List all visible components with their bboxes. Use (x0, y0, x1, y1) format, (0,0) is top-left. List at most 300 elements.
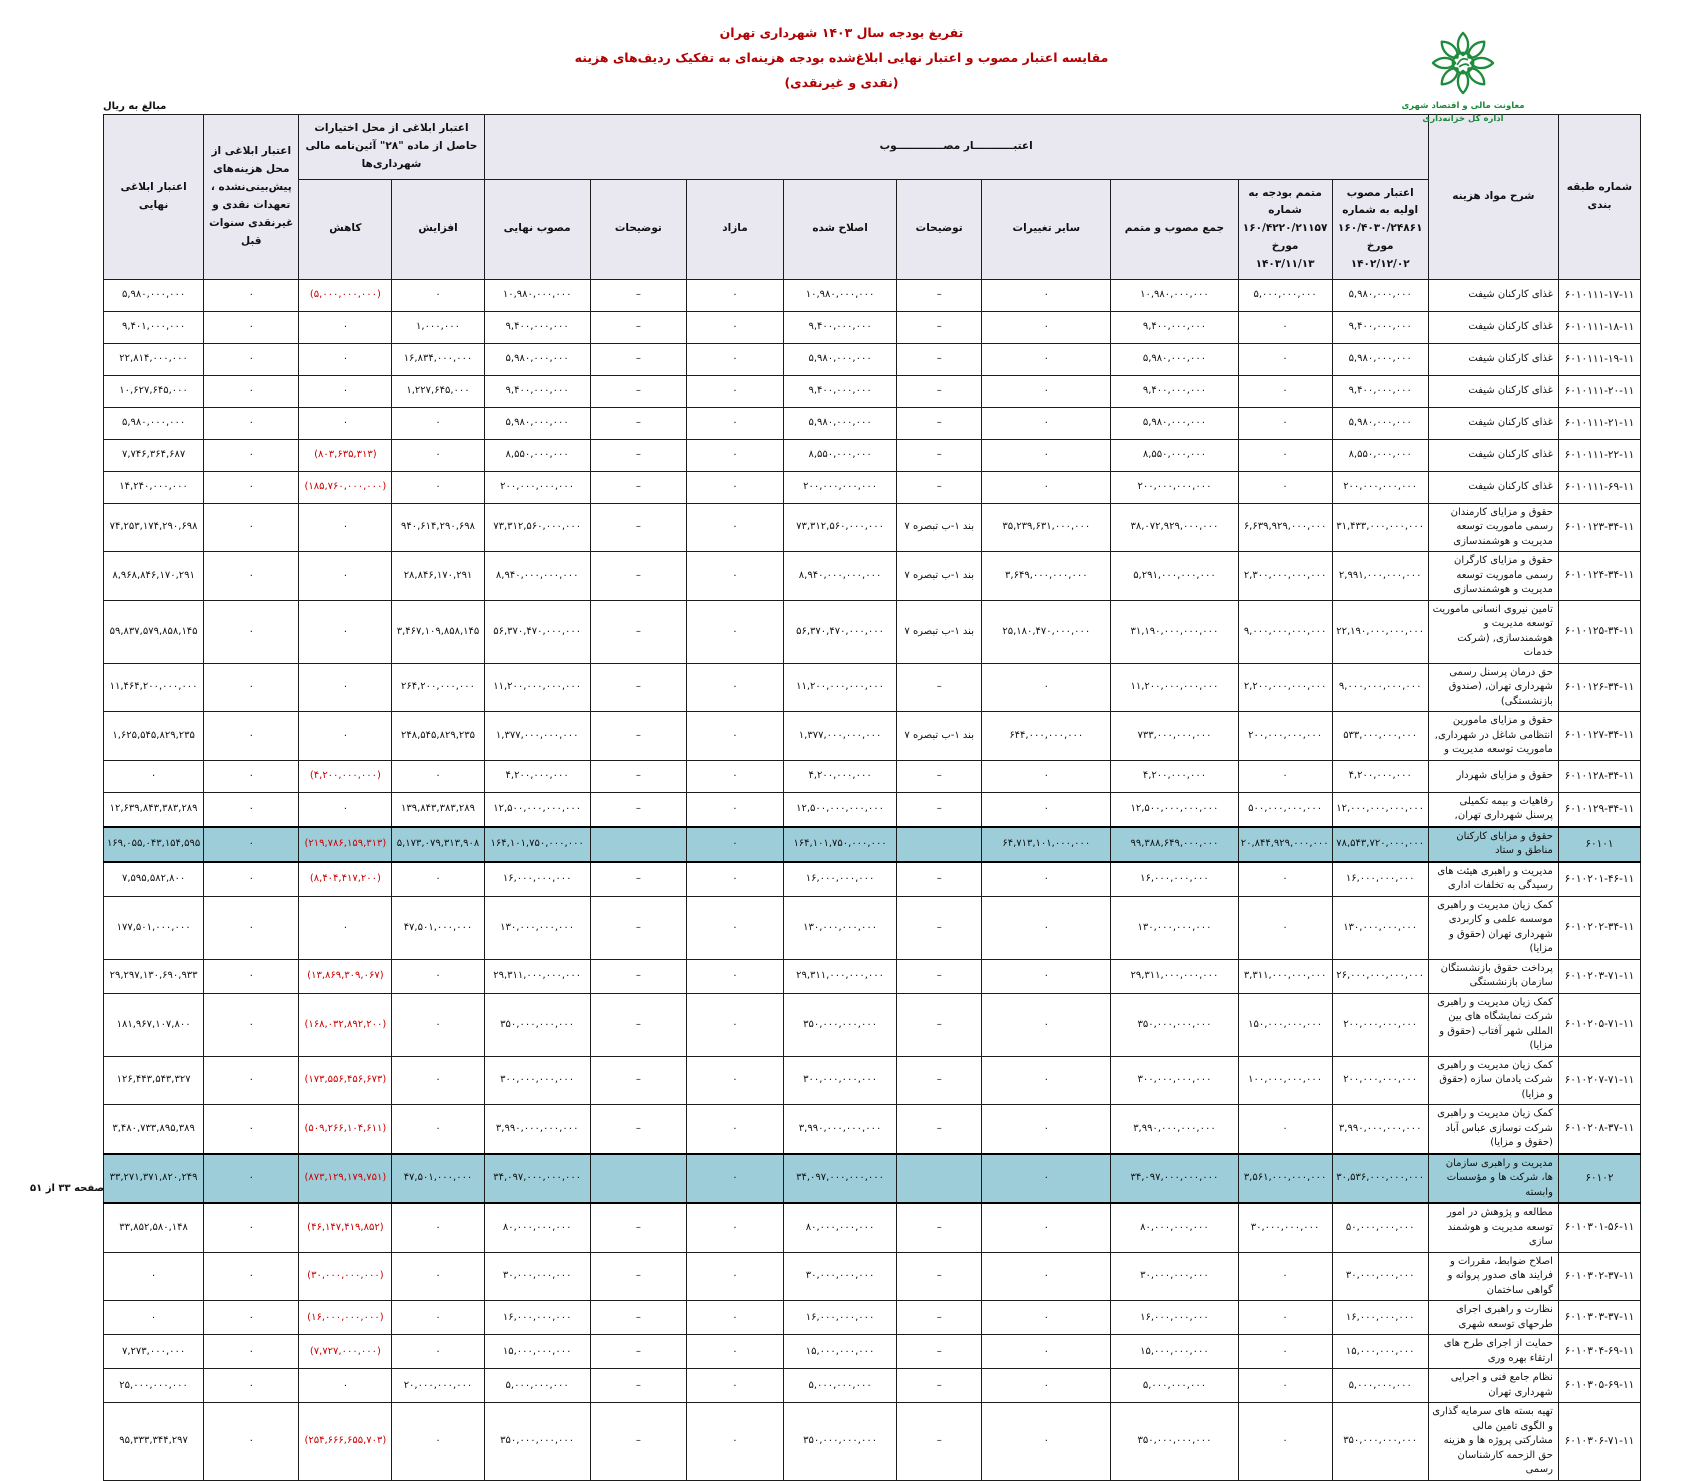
notes-cell: – (897, 993, 982, 1056)
surplus-cell: ۰ (686, 343, 783, 375)
initial-credit-cell: ۴,۲۰۰,۰۰۰,۰۰۰ (1332, 760, 1428, 792)
initial-credit-cell: ۵,۹۸۰,۰۰۰,۰۰۰ (1332, 343, 1428, 375)
row-expense-description: مدیریت و راهبری هیئت های رسیدگی به تخلفات اداری (1428, 862, 1558, 897)
surplus-cell: ۰ (686, 1369, 783, 1403)
row-expense-description: حمایت از اجرای طرح های ارتقاء بهره وری (1428, 1335, 1558, 1369)
final-communicated-cell: ۰ (104, 1252, 204, 1301)
decrease-cell: (۷,۷۲۷,۰۰۰,۰۰۰) (299, 1335, 392, 1369)
amended-cell: ۴,۲۰۰,۰۰۰,۰۰۰ (784, 760, 897, 792)
row-expense-description: پرداخت حقوق بازنشستگان سازمان بازنشستگی (1428, 959, 1558, 993)
total-approved-cell: ۱۳۰,۰۰۰,۰۰۰,۰۰۰ (1111, 896, 1238, 959)
increase-cell: ۰ (392, 471, 484, 503)
final-approved-cell: ۱۲,۵۰۰,۰۰۰,۰۰۰,۰۰۰ (484, 792, 590, 827)
notes-cell: – (897, 1335, 982, 1369)
notes-cell: – (590, 311, 686, 343)
final-communicated-cell: ۱۷۷,۵۰۱,۰۰۰,۰۰۰ (104, 896, 204, 959)
unforeseen-credit-cell: ۰ (204, 1403, 299, 1481)
final-approved-cell: ۵,۹۸۰,۰۰۰,۰۰۰ (484, 343, 590, 375)
row-expense-description: حقوق و مزایای مامورین انتظامی شاغل در شهرداری, ماموریت توسعه مدیریت و (1428, 712, 1558, 761)
initial-credit-cell: ۵,۹۸۰,۰۰۰,۰۰۰ (1332, 279, 1428, 311)
notes-cell: – (590, 1056, 686, 1105)
increase-cell: ۲۶۴,۲۰۰,۰۰۰,۰۰۰ (392, 663, 484, 712)
decrease-cell: (۴,۲۰۰,۰۰۰,۰۰۰) (299, 760, 392, 792)
decrease-cell: ۰ (299, 343, 392, 375)
total-approved-cell: ۲۹,۳۱۱,۰۰۰,۰۰۰,۰۰۰ (1111, 959, 1238, 993)
table-row (104, 712, 1641, 761)
total-approved-cell: ۹۹,۳۸۸,۶۴۹,۰۰۰,۰۰۰ (1111, 827, 1238, 862)
row-classification-code: ۶۰۱۰۲۰۸-۳۷-۱۱ (1558, 1105, 1640, 1154)
notes-cell: – (590, 712, 686, 761)
col-initial-approved-credit: اعتبار مصوب اولیه به شماره ۱۶۰/۴۰۳۰/۲۴۸۶۱ مورخ ۱۴۰۲/۱۲/۰۲ (1332, 179, 1428, 279)
initial-credit-cell: ۲۰۰,۰۰۰,۰۰۰,۰۰۰ (1332, 471, 1428, 503)
table-row (104, 663, 1641, 712)
final-approved-cell: ۱۱,۲۰۰,۰۰۰,۰۰۰,۰۰۰ (484, 663, 590, 712)
final-approved-cell: ۱۶,۰۰۰,۰۰۰,۰۰۰ (484, 862, 590, 897)
amended-cell: ۹,۴۰۰,۰۰۰,۰۰۰ (784, 375, 897, 407)
notes-cell: – (897, 959, 982, 993)
row-classification-code: ۶۰۱۰۱۱۱-۱۷-۱۱ (1558, 279, 1640, 311)
other-changes-cell: ۳,۶۴۹,۰۰۰,۰۰۰,۰۰۰ (982, 552, 1111, 601)
surplus-cell: ۰ (686, 1301, 783, 1335)
final-communicated-cell: ۰ (104, 1301, 204, 1335)
table-row (104, 552, 1641, 601)
final-approved-cell: ۷۳,۳۱۲,۵۶۰,۰۰۰,۰۰۰ (484, 503, 590, 552)
notes-cell: – (590, 1252, 686, 1301)
supplement-cell: ۶,۶۳۹,۹۲۹,۰۰۰,۰۰۰ (1238, 503, 1332, 552)
budget-comparison-table (103, 114, 1641, 1481)
notes-cell: – (590, 1335, 686, 1369)
decrease-cell: ۰ (299, 552, 392, 601)
row-classification-code: ۶۰۱۰۲۰۵-۷۱-۱۱ (1558, 993, 1640, 1056)
final-communicated-cell: ۹۵,۳۳۳,۳۴۴,۲۹۷ (104, 1403, 204, 1481)
amended-cell: ۱۲,۵۰۰,۰۰۰,۰۰۰,۰۰۰ (784, 792, 897, 827)
increase-cell: ۰ (392, 1403, 484, 1481)
amended-cell: ۱۶۴,۱۰۱,۷۵۰,۰۰۰,۰۰۰ (784, 827, 897, 862)
row-expense-description: کمک زیان مدیریت و راهبری موسسه علمی و کاربردی شهرداری تهران (حقوق و مزایا) (1428, 896, 1558, 959)
table-row (104, 471, 1641, 503)
logo-org-line2: اداره کل خزانه‌داری (1422, 113, 1504, 124)
unforeseen-credit-cell: ۰ (204, 1203, 299, 1252)
notes-cell: بند ۱-ب تبصره ۷ (897, 600, 982, 663)
notes-cell: – (590, 343, 686, 375)
surplus-cell: ۰ (686, 1203, 783, 1252)
amended-cell: ۸۰,۰۰۰,۰۰۰,۰۰۰ (784, 1203, 897, 1252)
initial-credit-cell: ۲,۹۹۱,۰۰۰,۰۰۰,۰۰۰ (1332, 552, 1428, 601)
initial-credit-cell: ۵۳۳,۰۰۰,۰۰۰,۰۰۰ (1332, 712, 1428, 761)
final-approved-cell: ۲۹,۳۱۱,۰۰۰,۰۰۰,۰۰۰ (484, 959, 590, 993)
decrease-cell: (۱۶۸,۰۳۲,۸۹۲,۲۰۰) (299, 993, 392, 1056)
row-classification-code: ۶۰۱۰۱۲۹-۳۴-۱۱ (1558, 792, 1640, 827)
table-row (104, 1335, 1641, 1369)
supplement-cell: ۰ (1238, 1252, 1332, 1301)
final-approved-cell: ۳۴,۰۹۷,۰۰۰,۰۰۰,۰۰۰ (484, 1154, 590, 1204)
increase-cell: ۴۷,۵۰۱,۰۰۰,۰۰۰ (392, 1154, 484, 1204)
amended-cell: ۳۵۰,۰۰۰,۰۰۰,۰۰۰ (784, 993, 897, 1056)
summary-row (104, 827, 1641, 862)
row-classification-code: ۶۰۱۰۱۲۶-۳۴-۱۱ (1558, 663, 1640, 712)
surplus-cell: ۰ (686, 862, 783, 897)
notes-cell: – (897, 439, 982, 471)
amended-cell: ۳۰,۰۰۰,۰۰۰,۰۰۰ (784, 1252, 897, 1301)
col-amended: اصلاح شده (784, 179, 897, 279)
unforeseen-credit-cell: ۰ (204, 1252, 299, 1301)
amended-cell: ۱۳۰,۰۰۰,۰۰۰,۰۰۰ (784, 896, 897, 959)
notes-cell: – (897, 343, 982, 375)
final-communicated-cell: ۵۹,۸۳۷,۵۷۹,۸۵۸,۱۴۵ (104, 600, 204, 663)
table-row (104, 407, 1641, 439)
decrease-cell: (۱۷۳,۵۵۶,۴۵۶,۶۷۳) (299, 1056, 392, 1105)
row-classification-code: ۶۰۱۰۲۰۳-۷۱-۱۱ (1558, 959, 1640, 993)
col-budget-supplement: متمم بودجه به شماره ۱۶۰/۴۲۲۰/۲۱۱۵۷ مورخ ۱۴۰۳/۱۱/۱۳ (1238, 179, 1332, 279)
increase-cell: ۰ (392, 279, 484, 311)
unforeseen-credit-cell: ۰ (204, 1301, 299, 1335)
increase-cell: ۰ (392, 1301, 484, 1335)
final-approved-cell: ۳۵۰,۰۰۰,۰۰۰,۰۰۰ (484, 1403, 590, 1481)
row-classification-code: ۶۰۱۰۲۰۷-۷۱-۱۱ (1558, 1056, 1640, 1105)
row-expense-description: مطالعه و پژوهش در امور توسعه مدیریت و هوشمند سازی (1428, 1203, 1558, 1252)
notes-cell: – (590, 471, 686, 503)
notes-cell: – (897, 1369, 982, 1403)
table-body (104, 279, 1641, 1480)
total-approved-cell: ۵,۹۸۰,۰۰۰,۰۰۰ (1111, 407, 1238, 439)
final-communicated-cell: ۱۴,۲۴۰,۰۰۰,۰۰۰ (104, 471, 204, 503)
supplement-cell: ۲,۳۰۰,۰۰۰,۰۰۰,۰۰۰ (1238, 552, 1332, 601)
total-approved-cell: ۸,۵۵۰,۰۰۰,۰۰۰ (1111, 439, 1238, 471)
surplus-cell: ۰ (686, 1154, 783, 1204)
amended-cell: ۵۶,۳۷۰,۴۷۰,۰۰۰,۰۰۰ (784, 600, 897, 663)
unforeseen-credit-cell: ۰ (204, 471, 299, 503)
initial-credit-cell: ۵,۹۸۰,۰۰۰,۰۰۰ (1332, 407, 1428, 439)
table-row (104, 279, 1641, 311)
final-approved-cell: ۳۰۰,۰۰۰,۰۰۰,۰۰۰ (484, 1056, 590, 1105)
initial-credit-cell: ۱۶,۰۰۰,۰۰۰,۰۰۰ (1332, 1301, 1428, 1335)
col-expense-description: شرح مواد هزینه (1428, 115, 1558, 280)
increase-cell: ۰ (392, 959, 484, 993)
final-approved-cell: ۳,۹۹۰,۰۰۰,۰۰۰,۰۰۰ (484, 1105, 590, 1154)
increase-cell: ۲۸,۸۴۶,۱۷۰,۲۹۱ (392, 552, 484, 601)
notes-cell: – (897, 792, 982, 827)
table-row (104, 375, 1641, 407)
amended-cell: ۱۶,۰۰۰,۰۰۰,۰۰۰ (784, 1301, 897, 1335)
increase-cell: ۲۴۸,۵۴۵,۸۲۹,۲۳۵ (392, 712, 484, 761)
row-classification-code: ۶۰۱۰۳۰۵-۶۹-۱۱ (1558, 1369, 1640, 1403)
unforeseen-credit-cell: ۰ (204, 663, 299, 712)
final-communicated-cell: ۱۶۹,۰۵۵,۰۴۳,۱۵۴,۵۹۵ (104, 827, 204, 862)
initial-credit-cell: ۳۱,۴۳۳,۰۰۰,۰۰۰,۰۰۰ (1332, 503, 1428, 552)
row-classification-code: ۶۰۱۰۳۰۴-۶۹-۱۱ (1558, 1335, 1640, 1369)
supplement-cell: ۵۰۰,۰۰۰,۰۰۰,۰۰۰ (1238, 792, 1332, 827)
amended-cell: ۸,۵۵۰,۰۰۰,۰۰۰ (784, 439, 897, 471)
amended-cell: ۳۵۰,۰۰۰,۰۰۰,۰۰۰ (784, 1403, 897, 1481)
row-expense-description: اصلاح ضوابط، مقررات و فرایند های صدور پروانه و گواهی ساختمان (1428, 1252, 1558, 1301)
row-classification-code: ۶۰۱۰۲۰۲-۳۴-۱۱ (1558, 896, 1640, 959)
amended-cell: ۱,۳۷۷,۰۰۰,۰۰۰,۰۰۰ (784, 712, 897, 761)
row-expense-description: کمک زیان مدیریت و راهبری شرکت یادمان سازه (حقوق و مزایا) (1428, 1056, 1558, 1105)
total-approved-cell: ۳۸,۰۷۲,۹۲۹,۰۰۰,۰۰۰ (1111, 503, 1238, 552)
initial-credit-cell: ۳,۹۹۰,۰۰۰,۰۰۰,۰۰۰ (1332, 1105, 1428, 1154)
increase-cell: ۴۷,۵۰۱,۰۰۰,۰۰۰ (392, 896, 484, 959)
row-classification-code: ۶۰۱۰۱۲۸-۳۴-۱۱ (1558, 760, 1640, 792)
final-communicated-cell: ۰ (104, 760, 204, 792)
other-changes-cell: ۰ (982, 1056, 1111, 1105)
amended-cell: ۱۰,۹۸۰,۰۰۰,۰۰۰ (784, 279, 897, 311)
surplus-cell: ۰ (686, 712, 783, 761)
logo-org-line1: معاونت مالی و اقتصاد شهری (1401, 101, 1525, 111)
surplus-cell: ۰ (686, 827, 783, 862)
surplus-cell: ۰ (686, 600, 783, 663)
other-changes-cell: ۰ (982, 862, 1111, 897)
unforeseen-credit-cell: ۰ (204, 311, 299, 343)
total-approved-cell: ۹,۴۰۰,۰۰۰,۰۰۰ (1111, 311, 1238, 343)
other-changes-cell: ۰ (982, 993, 1111, 1056)
increase-cell: ۰ (392, 439, 484, 471)
final-approved-cell: ۵,۹۸۰,۰۰۰,۰۰۰ (484, 407, 590, 439)
table-row (104, 993, 1641, 1056)
increase-cell: ۳,۴۶۷,۱۰۹,۸۵۸,۱۴۵ (392, 600, 484, 663)
supplement-cell: ۲۰,۸۴۴,۹۲۹,۰۰۰,۰۰۰ (1238, 827, 1332, 862)
notes-cell: – (590, 1403, 686, 1481)
total-approved-cell: ۳۰۰,۰۰۰,۰۰۰,۰۰۰ (1111, 1056, 1238, 1105)
total-approved-cell: ۵,۲۹۱,۰۰۰,۰۰۰,۰۰۰ (1111, 552, 1238, 601)
surplus-cell: ۰ (686, 993, 783, 1056)
table-header-sub-row (104, 179, 1641, 279)
amended-cell: ۳,۹۹۰,۰۰۰,۰۰۰,۰۰۰ (784, 1105, 897, 1154)
decrease-cell: ۰ (299, 503, 392, 552)
notes-cell: – (897, 311, 982, 343)
unforeseen-credit-cell: ۰ (204, 792, 299, 827)
decrease-cell: (۱۳,۸۶۹,۳۰۹,۰۶۷) (299, 959, 392, 993)
total-approved-cell: ۳۱,۱۹۰,۰۰۰,۰۰۰,۰۰۰ (1111, 600, 1238, 663)
supplement-cell: ۰ (1238, 407, 1332, 439)
other-changes-cell: ۰ (982, 1403, 1111, 1481)
final-communicated-cell: ۷,۷۴۶,۳۶۴,۶۸۷ (104, 439, 204, 471)
amended-cell: ۹,۴۰۰,۰۰۰,۰۰۰ (784, 311, 897, 343)
budget-report-page (0, 20, 1683, 1476)
initial-credit-cell: ۲۲,۱۹۰,۰۰۰,۰۰۰,۰۰۰ (1332, 600, 1428, 663)
notes-cell: – (897, 663, 982, 712)
total-approved-cell: ۱۱,۲۰۰,۰۰۰,۰۰۰,۰۰۰ (1111, 663, 1238, 712)
surplus-cell: ۰ (686, 375, 783, 407)
final-communicated-cell: ۸,۹۶۸,۸۴۶,۱۷۰,۲۹۱ (104, 552, 204, 601)
report-title-line2: مقایسه اعتبار مصوب و اعتبار نهایی ابلاغ‌شده بودجه هزینه‌ای به تفکیک ردیف‌های هزینه (574, 50, 1109, 65)
initial-credit-cell: ۳۰,۰۰۰,۰۰۰,۰۰۰ (1332, 1252, 1428, 1301)
supplement-cell: ۰ (1238, 1335, 1332, 1369)
supplement-cell: ۲,۲۰۰,۰۰۰,۰۰۰,۰۰۰ (1238, 663, 1332, 712)
final-communicated-cell: ۲۵,۰۰۰,۰۰۰,۰۰۰ (104, 1369, 204, 1403)
row-expense-description: غذای کارکنان شیفت (1428, 407, 1558, 439)
final-communicated-cell: ۷۴,۲۵۳,۱۷۴,۲۹۰,۶۹۸ (104, 503, 204, 552)
decrease-cell: ۰ (299, 712, 392, 761)
row-classification-code: ۶۰۱۰۱۱۱-۲۲-۱۱ (1558, 439, 1640, 471)
increase-cell: ۰ (392, 1203, 484, 1252)
initial-credit-cell: ۷۸,۵۴۳,۷۲۰,۰۰۰,۰۰۰ (1332, 827, 1428, 862)
notes-cell: – (897, 407, 982, 439)
row-expense-description: کمک زیان مدیریت و راهبری شرکت نوسازی عباس آباد (حقوق و مزایا) (1428, 1105, 1558, 1154)
increase-cell: ۰ (392, 1105, 484, 1154)
surplus-cell: ۰ (686, 959, 783, 993)
notes-cell (590, 827, 686, 862)
table-row (104, 760, 1641, 792)
total-approved-cell: ۱۰,۹۸۰,۰۰۰,۰۰۰ (1111, 279, 1238, 311)
decrease-cell: (۸,۴۰۴,۴۱۷,۲۰۰) (299, 862, 392, 897)
row-expense-description: تهیه بسته های سرمایه گذاری و الگوی تامین مالی مشارکتی پروژه ها و هزینه حق الزحمه کارشناسان رسمی (1428, 1403, 1558, 1481)
row-expense-description: مدیریت و راهبری سازمان ها، شرکت ها و مؤسسات وابسته (1428, 1154, 1558, 1204)
col-surplus: مازاد (686, 179, 783, 279)
total-approved-cell: ۲۰۰,۰۰۰,۰۰۰,۰۰۰ (1111, 471, 1238, 503)
decrease-cell: (۵,۰۰۰,۰۰۰,۰۰۰) (299, 279, 392, 311)
notes-cell: – (590, 439, 686, 471)
notes-cell: – (897, 375, 982, 407)
row-expense-description: غذای کارکنان شیفت (1428, 311, 1558, 343)
supplement-cell: ۰ (1238, 471, 1332, 503)
final-approved-cell: ۵,۰۰۰,۰۰۰,۰۰۰ (484, 1369, 590, 1403)
initial-credit-cell: ۵۰,۰۰۰,۰۰۰,۰۰۰ (1332, 1203, 1428, 1252)
table-row (104, 1252, 1641, 1301)
unforeseen-credit-cell: ۰ (204, 1105, 299, 1154)
unforeseen-credit-cell: ۰ (204, 1335, 299, 1369)
unforeseen-credit-cell: ۰ (204, 862, 299, 897)
supplement-cell: ۰ (1238, 311, 1332, 343)
row-classification-code: ۶۰۱۰۱۱۱-۶۹-۱۱ (1558, 471, 1640, 503)
surplus-cell: ۰ (686, 792, 783, 827)
notes-cell: بند ۱-ب تبصره ۷ (897, 712, 982, 761)
increase-cell: ۰ (392, 407, 484, 439)
notes-cell: – (590, 862, 686, 897)
total-approved-cell: ۵,۹۸۰,۰۰۰,۰۰۰ (1111, 343, 1238, 375)
other-changes-cell: ۰ (982, 1203, 1111, 1252)
amended-cell: ۵,۰۰۰,۰۰۰,۰۰۰ (784, 1369, 897, 1403)
table-row (104, 600, 1641, 663)
decrease-cell: (۸۷۳,۱۲۹,۱۷۹,۷۵۱) (299, 1154, 392, 1204)
amended-cell: ۲۰۰,۰۰۰,۰۰۰,۰۰۰ (784, 471, 897, 503)
other-changes-cell: ۰ (982, 959, 1111, 993)
total-approved-cell: ۸۰,۰۰۰,۰۰۰,۰۰۰ (1111, 1203, 1238, 1252)
notes-cell: – (590, 552, 686, 601)
final-approved-cell: ۱۶,۰۰۰,۰۰۰,۰۰۰ (484, 1301, 590, 1335)
notes-cell (897, 827, 982, 862)
table-row (104, 896, 1641, 959)
row-expense-description: نظارت و راهبری اجرای طرحهای توسعه شهری (1428, 1301, 1558, 1335)
initial-credit-cell: ۱۲,۰۰۰,۰۰۰,۰۰۰,۰۰۰ (1332, 792, 1428, 827)
other-changes-cell: ۰ (982, 663, 1111, 712)
unforeseen-credit-cell: ۰ (204, 896, 299, 959)
notes-cell: – (590, 896, 686, 959)
table-row (104, 1203, 1641, 1252)
notes-cell: – (590, 279, 686, 311)
increase-cell: ۵,۱۷۳,۰۷۹,۳۱۳,۹۰۸ (392, 827, 484, 862)
final-approved-cell: ۹,۴۰۰,۰۰۰,۰۰۰ (484, 311, 590, 343)
decrease-cell: ۰ (299, 311, 392, 343)
total-approved-cell: ۵,۰۰۰,۰۰۰,۰۰۰ (1111, 1369, 1238, 1403)
unforeseen-credit-cell: ۰ (204, 993, 299, 1056)
decrease-cell: (۸۰۳,۶۳۵,۳۱۳) (299, 439, 392, 471)
decrease-cell: (۲۵۴,۶۶۶,۶۵۵,۷۰۳) (299, 1403, 392, 1481)
row-classification-code: ۶۰۱۰۱۱۱-۱۸-۱۱ (1558, 311, 1640, 343)
surplus-cell: ۰ (686, 552, 783, 601)
decrease-cell: ۰ (299, 1369, 392, 1403)
notes-cell: – (590, 407, 686, 439)
notes-cell: – (590, 1369, 686, 1403)
notes-cell: – (897, 471, 982, 503)
initial-credit-cell: ۲۰۰,۰۰۰,۰۰۰,۰۰۰ (1332, 993, 1428, 1056)
notes-cell: – (897, 760, 982, 792)
final-approved-cell: ۸,۹۴۰,۰۰۰,۰۰۰,۰۰۰ (484, 552, 590, 601)
tehran-municipality-emblem-icon (1430, 81, 1496, 100)
other-changes-cell: ۰ (982, 407, 1111, 439)
unforeseen-credit-cell: ۰ (204, 1154, 299, 1204)
row-expense-description: تامین نیروی انسانی ماموریت توسعه مدیریت و هوشمندسازی, (شرکت خدمات (1428, 600, 1558, 663)
row-expense-description: غذای کارکنان شیفت (1428, 343, 1558, 375)
supplement-cell: ۳,۳۱۱,۰۰۰,۰۰۰,۰۰۰ (1238, 959, 1332, 993)
notes-cell: – (590, 792, 686, 827)
surplus-cell: ۰ (686, 1056, 783, 1105)
decrease-cell: (۱۶,۰۰۰,۰۰۰,۰۰۰) (299, 1301, 392, 1335)
supplement-cell: ۳۰,۰۰۰,۰۰۰,۰۰۰ (1238, 1203, 1332, 1252)
other-changes-cell: ۰ (982, 439, 1111, 471)
final-approved-cell: ۹,۴۰۰,۰۰۰,۰۰۰ (484, 375, 590, 407)
unforeseen-credit-cell: ۰ (204, 407, 299, 439)
other-changes-cell: ۰ (982, 375, 1111, 407)
initial-credit-cell: ۹,۴۰۰,۰۰۰,۰۰۰ (1332, 311, 1428, 343)
col-final-communicated-credit: اعتبار ابلاغی نهایی (104, 115, 204, 280)
initial-credit-cell: ۳۵۰,۰۰۰,۰۰۰,۰۰۰ (1332, 1403, 1428, 1481)
table-row (104, 792, 1641, 827)
total-approved-cell: ۱۲,۵۰۰,۰۰۰,۰۰۰,۰۰۰ (1111, 792, 1238, 827)
amended-cell: ۱۶,۰۰۰,۰۰۰,۰۰۰ (784, 862, 897, 897)
initial-credit-cell: ۹,۴۰۰,۰۰۰,۰۰۰ (1332, 375, 1428, 407)
table-row (104, 1056, 1641, 1105)
notes-cell: – (590, 1301, 686, 1335)
final-approved-cell: ۱۰,۹۸۰,۰۰۰,۰۰۰ (484, 279, 590, 311)
row-classification-code: ۶۰۱۰۱ (1558, 827, 1640, 862)
table-row (104, 1301, 1641, 1335)
total-approved-cell: ۳۵۰,۰۰۰,۰۰۰,۰۰۰ (1111, 993, 1238, 1056)
col-classification-number: شماره طبقه بندی (1558, 115, 1640, 280)
notes-cell: – (897, 1252, 982, 1301)
table-row (104, 1403, 1641, 1481)
supplement-cell: ۰ (1238, 375, 1332, 407)
surplus-cell: ۰ (686, 503, 783, 552)
final-communicated-cell: ۱۸۱,۹۶۷,۱۰۷,۸۰۰ (104, 993, 204, 1056)
final-communicated-cell: ۱۱,۴۶۴,۲۰۰,۰۰۰,۰۰۰ (104, 663, 204, 712)
total-approved-cell: ۱۵,۰۰۰,۰۰۰,۰۰۰ (1111, 1335, 1238, 1369)
total-approved-cell: ۳۴,۰۹۷,۰۰۰,۰۰۰,۰۰۰ (1111, 1154, 1238, 1204)
final-communicated-cell: ۵,۹۸۰,۰۰۰,۰۰۰ (104, 407, 204, 439)
logo-block (1393, 30, 1533, 126)
unforeseen-credit-cell: ۰ (204, 279, 299, 311)
supplement-cell: ۱۰۰,۰۰۰,۰۰۰,۰۰۰ (1238, 1056, 1332, 1105)
final-communicated-cell: ۳,۴۸۰,۷۳۳,۸۹۵,۳۸۹ (104, 1105, 204, 1154)
col-notes-1: توضیحات (897, 179, 982, 279)
col-final-approved: مصوب نهایی (484, 179, 590, 279)
amended-cell: ۳۴,۰۹۷,۰۰۰,۰۰۰,۰۰۰ (784, 1154, 897, 1204)
notes-cell: – (897, 1203, 982, 1252)
final-communicated-cell: ۷,۲۷۳,۰۰۰,۰۰۰ (104, 1335, 204, 1369)
row-expense-description: کمک زیان مدیریت و راهبری شرکت نمایشگاه های بین المللی شهر آفتاب (حقوق و مزایا) (1428, 993, 1558, 1056)
row-expense-description: غذای کارکنان شیفت (1428, 439, 1558, 471)
unforeseen-credit-cell: ۰ (204, 827, 299, 862)
increase-cell: ۱۳۹,۸۴۳,۳۸۳,۲۸۹ (392, 792, 484, 827)
decrease-cell: ۰ (299, 792, 392, 827)
row-expense-description: حقوق و مزایای کارمندان رسمی ماموریت توسعه مدیریت و هوشمندسازی (1428, 503, 1558, 552)
initial-credit-cell: ۵,۰۰۰,۰۰۰,۰۰۰ (1332, 1369, 1428, 1403)
row-classification-code: ۶۰۱۰۱۲۵-۳۴-۱۱ (1558, 600, 1640, 663)
final-communicated-cell: ۱۲,۶۳۹,۸۴۳,۳۸۳,۲۸۹ (104, 792, 204, 827)
final-communicated-cell: ۵,۹۸۰,۰۰۰,۰۰۰ (104, 279, 204, 311)
unforeseen-credit-cell: ۰ (204, 343, 299, 375)
other-changes-cell: ۰ (982, 1301, 1111, 1335)
final-approved-cell: ۱۶۴,۱۰۱,۷۵۰,۰۰۰,۰۰۰ (484, 827, 590, 862)
